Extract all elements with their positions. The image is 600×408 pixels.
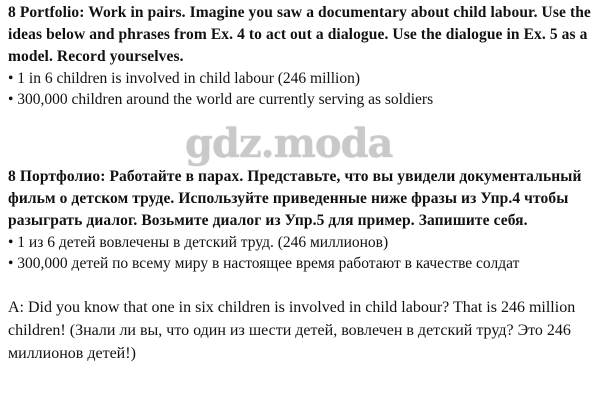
english-bullet-1: • 1 in 6 children is involved in child labour (246 million) [8, 70, 360, 87]
english-bullet-2: • 300,000 children around the world are currently serving as soldiers [8, 91, 434, 108]
site-watermark: gdz.moda [185, 120, 393, 167]
answer-text: A: Did you know that one in six children is involved in child labour? That is 246 million children! (Знали ли вы, что один из шести детей, вовлечен в детский труд? Это 246 миллионов детей!) [8, 299, 576, 362]
russian-exercise [8, 166, 594, 274]
answer-section [8, 296, 594, 365]
english-exercise [8, 2, 594, 110]
russian-bullet-1: • 1 из 6 детей вовлечены в детский труд. (246 миллионов) [8, 234, 389, 251]
russian-bullet-2: • 300,000 детей по всему миру в настоящее время работают в качестве солдат [8, 255, 520, 272]
english-task-text: 8 Portfolio: Work in pairs. Imagine you saw a documentary about child labour. Use the ideas below and phrases from Ex. 4 to act out a dialogue. Use the dialogue in Ex. 5 as a model. Record yourselves. [8, 4, 591, 65]
russian-task-text: 8 Портфолио: Работайте в парах. Представьте, что вы увидели документальный фильм о детском труде. Используйте приведенные ниже фразы из Упр.4 чтобы разыграть диалог. Возьмите диалог из Упр.5 для пример. Запишите себя. [8, 168, 582, 229]
